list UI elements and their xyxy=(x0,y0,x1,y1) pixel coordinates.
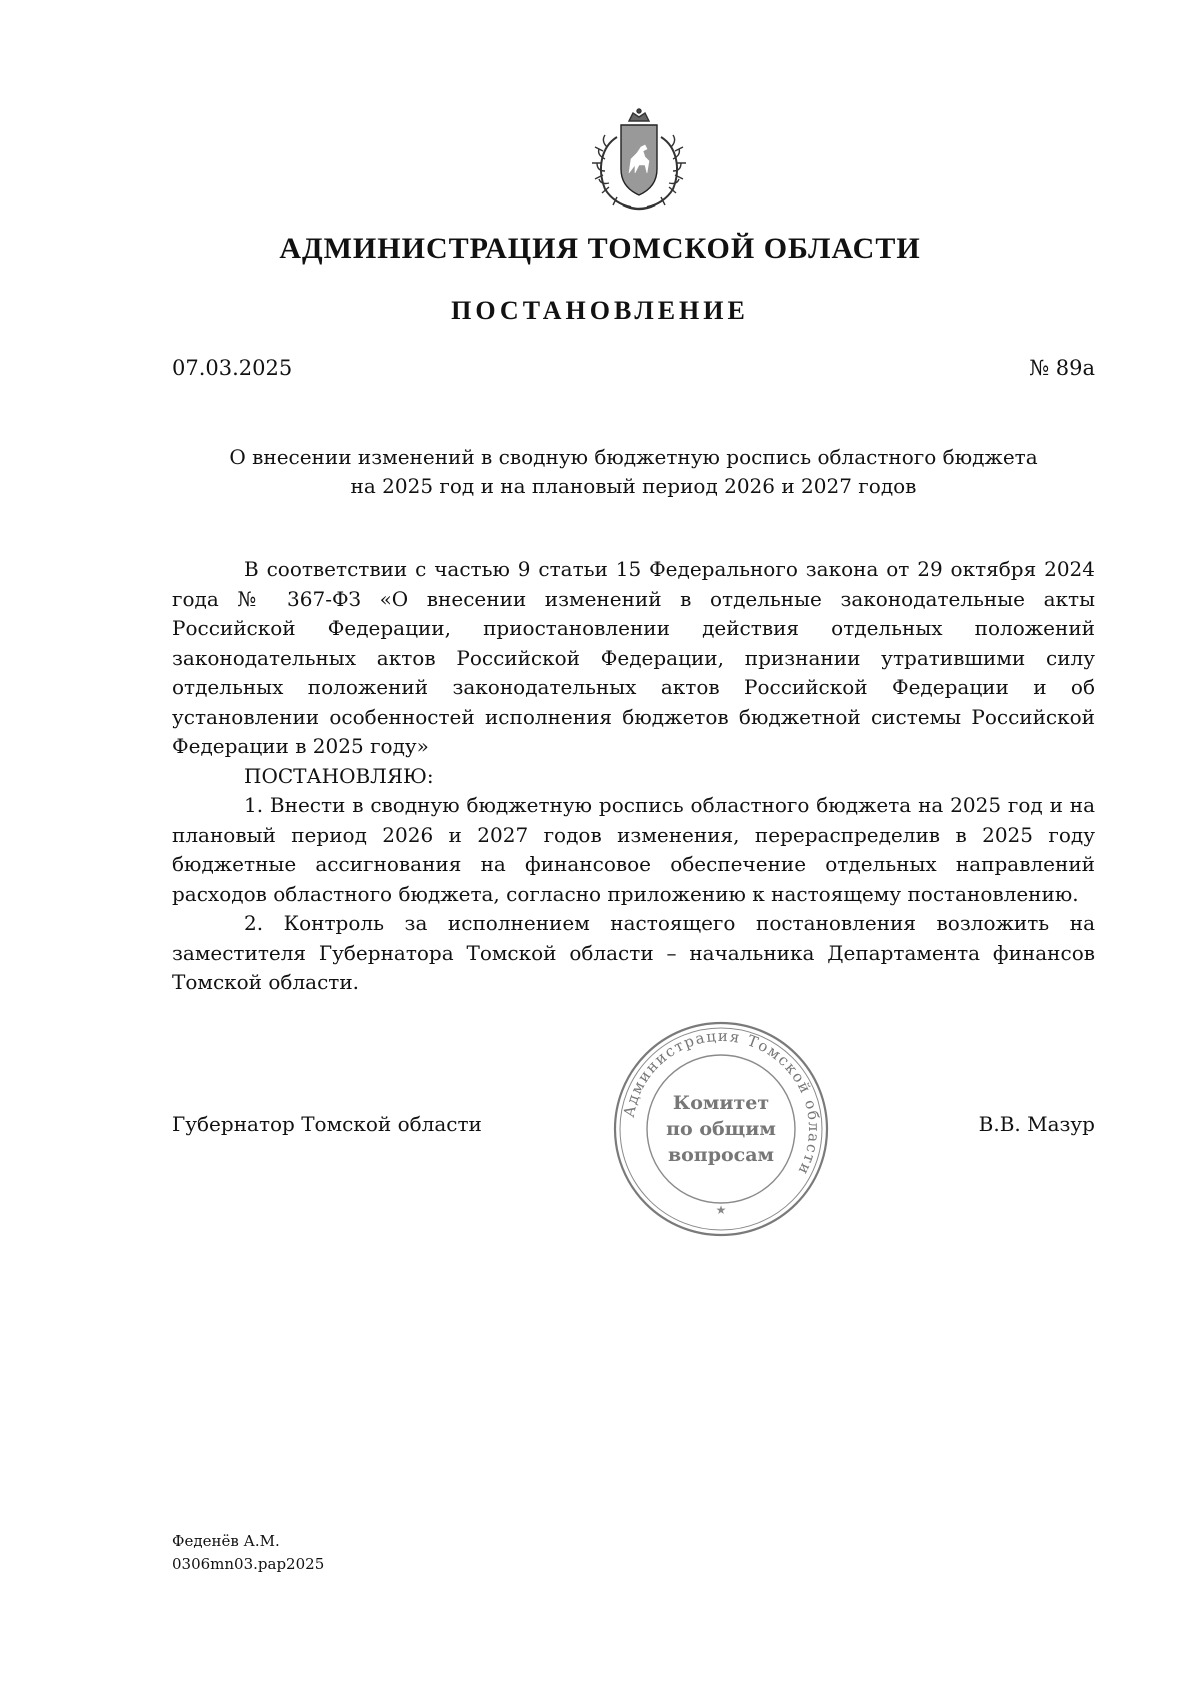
document-date: 07.03.2025 xyxy=(172,356,293,380)
stamp-ring-text: Администрация Томской области xyxy=(619,1026,824,1179)
signatory-position: Губернатор Томской области xyxy=(172,1112,482,1136)
decree-item: 2. Контроль за исполнением настоящего постановления возложить на заместителя Губернатора Томской области – начальника Департамента финансов Томской области. xyxy=(172,911,1095,994)
signatory-name: В.В. Мазур xyxy=(978,1112,1095,1136)
subject-line: О внесении изменений в сводную бюджетную роспись областного бюджета xyxy=(229,445,1038,469)
executor-name: Феденёв А.М. xyxy=(172,1532,280,1550)
file-reference: 0306mn03.pap2025 xyxy=(172,1555,325,1573)
decree-word: ПОСТАНОВЛЯЮ: xyxy=(244,763,434,788)
stamp-center-line: по общим xyxy=(666,1118,776,1140)
document-number: № 89а xyxy=(1029,356,1095,380)
decree-item: 1. Внести в сводную бюджетную роспись областного бюджета на 2025 год и на плановый период 2026 и 2027 годов изменения, перераспределив в 2025 году бюджетные ассигнования на финансовое обеспечение отдельных направлений расходов областного бюджета, согласно приложению к настоящему постановлению. xyxy=(172,793,1095,906)
subject-line: на 2025 год и на плановый период 2026 и 2027 годов xyxy=(350,474,917,498)
stamp-center-line: Комитет xyxy=(672,1092,770,1114)
stamp-center-line: вопросам xyxy=(667,1144,775,1166)
document-subject xyxy=(172,443,1095,501)
organization-title: АДМИНИСТРАЦИЯ ТОМСКОЙ ОБЛАСТИ xyxy=(279,232,921,265)
executor-footer xyxy=(172,1530,324,1576)
preamble-paragraph: В соответствии с частью 9 статьи 15 Федерального закона от 29 октября 2024 года № 367-ФЗ «О внесении изменений в отдельные законодательные акты Российской Федерации, приостановлении действия отдельных положений законодательных актов Российской Федерации, признании утратившими силу отдельных положений законодательных актов Российской Федерации и об установлении особенностей исполнения бюджетов бюджетной системы Российской Федерации в 2025 году» xyxy=(172,557,1095,758)
tomsk-coat-of-arms-icon xyxy=(583,107,695,215)
official-seal-stamp xyxy=(610,1018,832,1240)
document-type-heading: ПОСТАНОВЛЕНИЕ xyxy=(451,296,749,325)
svg-text:★: ★ xyxy=(715,1203,727,1217)
document-body xyxy=(172,555,1095,998)
